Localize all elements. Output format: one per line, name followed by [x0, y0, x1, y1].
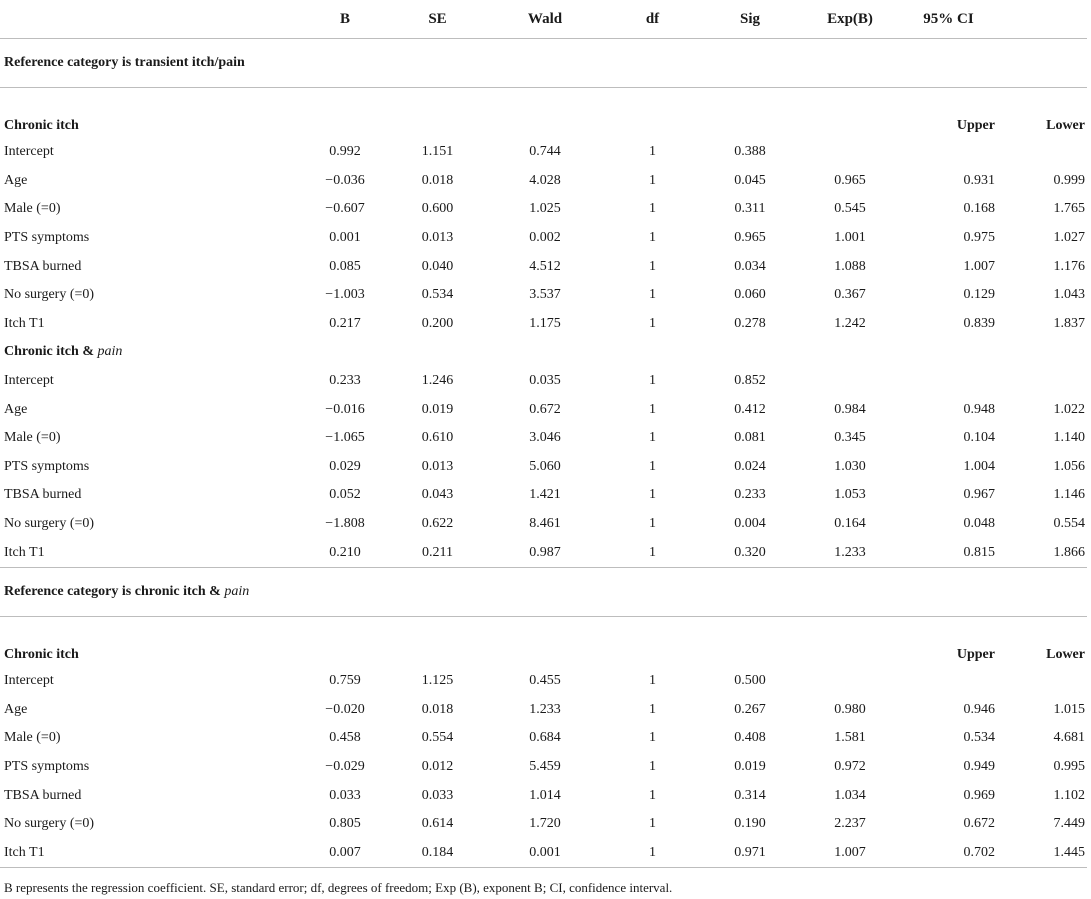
header-wald: Wald: [485, 0, 605, 39]
row-label: Male (=0): [4, 201, 61, 217]
empty-cell: [800, 88, 900, 139]
cell-wald: 1.175: [529, 315, 561, 331]
cell-sig: 0.278: [734, 315, 766, 331]
cell-df: 1: [649, 787, 656, 803]
cell-se: 0.013: [421, 230, 454, 246]
cell-lower: 7.449: [1053, 816, 1085, 832]
cell-wald: 1.025: [529, 201, 561, 217]
table-row: [0, 367, 1087, 396]
cell-wald: 3.046: [529, 430, 561, 446]
cell-expb: [800, 367, 900, 396]
cell-df: 1: [649, 516, 656, 532]
cell-upper: 0.948: [963, 401, 995, 417]
cell-df: 1: [649, 458, 656, 474]
cell-wald: 1.014: [529, 787, 561, 803]
cell-b: 0.233: [329, 373, 361, 389]
table-row: [0, 724, 1087, 753]
reference-row: [0, 39, 1087, 88]
row-label: Itch T1: [0, 838, 300, 867]
row-label: Age: [4, 401, 28, 417]
group-title: [0, 88, 300, 139]
cell-sig: 0.388: [734, 144, 766, 160]
cell-sig: 0.024: [734, 458, 766, 474]
cell-sig: 0.412: [734, 401, 766, 417]
cell-wald: 0.001: [485, 838, 605, 867]
cell-se: 1.125: [421, 673, 454, 689]
cell-lower: 0.995: [1053, 758, 1085, 774]
table-row: [0, 281, 1087, 310]
cell-df: 1: [649, 816, 656, 832]
cell-expb: 0.965: [834, 172, 866, 188]
cell-wald: 3.537: [529, 287, 561, 303]
cell-se: 0.200: [421, 315, 454, 331]
empty-cell: [485, 616, 605, 667]
table-row: [0, 510, 1087, 539]
cell-se: 0.554: [421, 730, 454, 746]
cell-sig: 0.233: [734, 487, 766, 503]
cell-lower: 0.554: [1053, 516, 1085, 532]
empty-cell: [700, 338, 800, 367]
cell-sig: 0.060: [734, 287, 766, 303]
cell-b: −0.020: [325, 701, 365, 717]
empty-cell: [300, 88, 390, 139]
header-ci: 95% CI: [900, 0, 997, 39]
cell-lower: 1.102: [1053, 787, 1085, 803]
cell-se: 0.018: [421, 172, 454, 188]
row-label: No surgery (=0): [4, 516, 95, 532]
cell-expb: 1.088: [834, 258, 866, 274]
cell-se: 0.184: [390, 838, 485, 867]
cell-se: 1.151: [421, 144, 454, 160]
cell-upper: 0.969: [963, 787, 995, 803]
row-label: Intercept: [4, 144, 54, 160]
group-title: [0, 338, 300, 367]
table-row: [0, 838, 1087, 867]
empty-cell: [700, 616, 800, 667]
cell-b: 0.805: [329, 816, 361, 832]
cell-sig: 0.267: [734, 701, 766, 717]
cell-lower: 1.445: [997, 838, 1087, 867]
group-title-row: [0, 616, 1087, 667]
header-df: df: [605, 0, 700, 39]
header-ci-spacer: [997, 0, 1087, 39]
cell-lower: 1.837: [1053, 315, 1085, 331]
reference-amp: &: [205, 583, 225, 599]
cell-b: 0.029: [329, 458, 361, 474]
empty-cell: [605, 88, 700, 139]
cell-wald: 8.461: [529, 516, 561, 532]
row-label: TBSA burned: [4, 487, 82, 503]
cell-b: 0.458: [329, 730, 361, 746]
ci-lower-header: [997, 338, 1087, 367]
cell-expb: [800, 667, 900, 696]
empty-cell: [390, 616, 485, 667]
cell-wald: 0.455: [529, 673, 561, 689]
cell-upper: 0.967: [963, 487, 995, 503]
cell-sig: 0.045: [734, 172, 766, 188]
group-title-text: Chronic itch: [4, 646, 79, 662]
cell-wald: 4.512: [529, 258, 561, 274]
cell-se: 0.033: [421, 787, 454, 803]
cell-lower: [997, 367, 1087, 396]
empty-cell: [485, 338, 605, 367]
row-label: Itch T1: [4, 315, 45, 331]
reference-text: Reference category is chronic itch: [4, 583, 206, 599]
cell-expb: 0.164: [834, 516, 866, 532]
cell-b: 0.033: [329, 787, 361, 803]
cell-se: 1.246: [421, 373, 454, 389]
cell-df: 1: [649, 230, 656, 246]
row-label: Itch T1: [0, 538, 300, 567]
cell-df: 1: [649, 373, 656, 389]
group-title: [0, 616, 300, 667]
table-row: [0, 481, 1087, 510]
cell-df: 1: [649, 430, 656, 446]
cell-wald: 1.233: [529, 701, 561, 717]
cell-wald: 1.421: [529, 487, 561, 503]
empty-cell: [605, 616, 700, 667]
cell-lower: 1.146: [1053, 487, 1085, 503]
cell-expb: 1.242: [834, 315, 866, 331]
cell-wald: 4.028: [529, 172, 561, 188]
cell-b: 0.085: [329, 258, 361, 274]
cell-se: 0.622: [421, 516, 454, 532]
cell-lower: 1.056: [1053, 458, 1085, 474]
cell-df: 1: [649, 673, 656, 689]
cell-se: 0.040: [421, 258, 454, 274]
cell-b: 0.001: [329, 230, 361, 246]
cell-upper: [900, 138, 997, 167]
cell-expb: 1.581: [834, 730, 866, 746]
cell-expb: 0.972: [834, 758, 866, 774]
cell-sig: 0.408: [734, 730, 766, 746]
cell-b: 0.007: [300, 838, 390, 867]
group-title-text: Chronic itch: [4, 118, 79, 133]
row-label: Male (=0): [4, 430, 61, 446]
row-label: PTS symptoms: [4, 458, 90, 474]
table-row: [0, 195, 1087, 224]
cell-sig: 0.965: [734, 230, 766, 246]
cell-wald: 1.720: [529, 816, 561, 832]
cell-wald: 0.987: [485, 538, 605, 567]
table-row: [0, 167, 1087, 196]
cell-se: 0.013: [421, 458, 454, 474]
ci-upper-header: Upper: [956, 646, 995, 662]
table-row: [0, 810, 1087, 839]
row-label: Intercept: [4, 373, 54, 389]
header-expb: Exp(B): [800, 0, 900, 39]
ci-lower-header: Lower: [1046, 646, 1085, 662]
cell-sig: 0.004: [734, 516, 766, 532]
cell-wald: 0.744: [529, 144, 561, 160]
table-row: [0, 453, 1087, 482]
cell-df: 1: [649, 172, 656, 188]
cell-lower: 1.866: [997, 538, 1087, 567]
reference-row: [0, 567, 1087, 616]
table-row: [0, 395, 1087, 424]
group-title-amp: &: [78, 344, 98, 360]
cell-se: 0.610: [421, 430, 454, 446]
empty-cell: [300, 338, 390, 367]
cell-se: 0.600: [421, 201, 454, 217]
row-label: Age: [4, 701, 28, 717]
cell-expb: 1.030: [834, 458, 866, 474]
empty-cell: [390, 88, 485, 139]
cell-lower: 1.027: [1053, 230, 1085, 246]
cell-lower: [997, 667, 1087, 696]
table-row: [0, 224, 1087, 253]
table-row: [0, 138, 1087, 167]
table-row: [0, 538, 1087, 567]
cell-se: 0.018: [421, 701, 454, 717]
empty-cell: [390, 338, 485, 367]
cell-expb: 0.984: [834, 401, 866, 417]
cell-sig: 0.190: [734, 816, 766, 832]
cell-upper: 0.534: [963, 730, 995, 746]
cell-b: −1.808: [325, 516, 365, 532]
table-row: [0, 310, 1087, 339]
cell-df: 1: [649, 144, 656, 160]
cell-upper: 0.048: [963, 516, 995, 532]
cell-df: 1: [649, 287, 656, 303]
cell-lower: [997, 138, 1087, 167]
row-label: No surgery (=0): [4, 816, 95, 832]
cell-upper: 0.168: [963, 201, 995, 217]
row-label: PTS symptoms: [4, 758, 90, 774]
cell-upper: [900, 367, 997, 396]
cell-wald: 5.060: [529, 458, 561, 474]
cell-expb: 1.053: [834, 487, 866, 503]
empty-cell: [800, 616, 900, 667]
table-row: [0, 667, 1087, 696]
cell-sig: 0.320: [700, 538, 800, 567]
cell-expb: 0.980: [834, 701, 866, 717]
cell-sig: 0.314: [734, 787, 766, 803]
cell-df: 1: [649, 730, 656, 746]
cell-df: 1: [605, 838, 700, 867]
cell-df: 1: [649, 758, 656, 774]
cell-lower: 1.043: [1053, 287, 1085, 303]
header-sig: Sig: [700, 0, 800, 39]
ci-upper-header: Upper: [956, 118, 995, 133]
cell-upper: 0.839: [963, 315, 995, 331]
table-row: [0, 753, 1087, 782]
cell-upper: 0.815: [900, 538, 997, 567]
cell-df: 1: [649, 201, 656, 217]
cell-sig: 0.019: [734, 758, 766, 774]
cell-se: 0.211: [390, 538, 485, 567]
cell-b: −1.003: [325, 287, 365, 303]
cell-b: 0.759: [329, 673, 361, 689]
table-row: [0, 252, 1087, 281]
cell-upper: 0.949: [963, 758, 995, 774]
cell-upper: 0.129: [963, 287, 995, 303]
cell-se: 0.019: [421, 401, 454, 417]
cell-expb: 1.034: [834, 787, 866, 803]
cell-expb: 1.233: [800, 538, 900, 567]
row-label: Age: [4, 172, 28, 188]
cell-sig: 0.971: [700, 838, 800, 867]
cell-se: 0.614: [421, 816, 454, 832]
cell-expb: 1.007: [800, 838, 900, 867]
cell-b: −0.036: [325, 172, 365, 188]
cell-se: 0.012: [421, 758, 454, 774]
cell-lower: 4.681: [1053, 730, 1085, 746]
cell-expb: 0.345: [834, 430, 866, 446]
cell-df: 1: [649, 401, 656, 417]
cell-expb: 1.001: [834, 230, 866, 246]
group-title-row: [0, 338, 1087, 367]
cell-se: 0.043: [421, 487, 454, 503]
cell-upper: 0.672: [963, 816, 995, 832]
cell-df: 1: [649, 487, 656, 503]
cell-b: 0.052: [329, 487, 361, 503]
row-label: Intercept: [4, 673, 54, 689]
cell-upper: 0.931: [963, 172, 995, 188]
cell-b: −0.607: [325, 201, 365, 217]
empty-cell: [800, 338, 900, 367]
ci-lower-header: Lower: [1046, 118, 1085, 133]
cell-df: 1: [649, 258, 656, 274]
cell-lower: 1.022: [1053, 401, 1085, 417]
cell-df: 1: [649, 701, 656, 717]
row-label: TBSA burned: [4, 258, 82, 274]
cell-upper: 0.702: [900, 838, 997, 867]
cell-b: −0.029: [325, 758, 365, 774]
cell-expb: [800, 138, 900, 167]
row-label: TBSA burned: [4, 787, 82, 803]
cell-upper: 0.975: [963, 230, 995, 246]
cell-lower: 0.999: [1053, 172, 1085, 188]
cell-se: 0.534: [421, 287, 454, 303]
empty-cell: [485, 88, 605, 139]
empty-cell: [300, 616, 390, 667]
cell-upper: [900, 667, 997, 696]
cell-expb: 2.237: [834, 816, 866, 832]
cell-b: 0.217: [329, 315, 361, 331]
cell-wald: 0.035: [529, 373, 561, 389]
table-row: [0, 424, 1087, 453]
cell-b: −1.065: [325, 430, 365, 446]
header-b: B: [300, 0, 390, 39]
cell-sig: 0.852: [734, 373, 766, 389]
cell-lower: 1.765: [1053, 201, 1085, 217]
empty-cell: [605, 338, 700, 367]
empty-cell: [700, 88, 800, 139]
table-footnote: B represents the regression coefficient. SE, standard error; df, degrees of freedom; Exp (B), exponent B; CI, confidence interval.: [4, 880, 673, 896]
row-label: PTS symptoms: [4, 230, 90, 246]
cell-wald: 5.459: [529, 758, 561, 774]
table-row: [0, 696, 1087, 725]
cell-upper: 1.007: [963, 258, 995, 274]
cell-lower: 1.140: [1053, 430, 1085, 446]
group-title-row: [0, 88, 1087, 139]
table-body: [0, 39, 1087, 868]
cell-b: −0.016: [325, 401, 365, 417]
group-title-text: Chronic itch: [4, 344, 79, 360]
cell-upper: 1.004: [963, 458, 995, 474]
reference-italic: pain: [224, 583, 250, 599]
table-header-row: [0, 0, 1087, 39]
header-se: SE: [390, 0, 485, 39]
cell-lower: 1.176: [1053, 258, 1085, 274]
reference-category-label: [0, 39, 1087, 88]
reference-category-label: [0, 567, 1087, 616]
cell-sig: 0.500: [734, 673, 766, 689]
cell-wald: 0.672: [529, 401, 561, 417]
cell-df: 1: [605, 538, 700, 567]
cell-sig: 0.081: [734, 430, 766, 446]
cell-b: 0.210: [300, 538, 390, 567]
cell-wald: 0.684: [529, 730, 561, 746]
cell-upper: 0.104: [963, 430, 995, 446]
cell-sig: 0.034: [734, 258, 766, 274]
cell-sig: 0.311: [734, 201, 766, 217]
row-label: Male (=0): [4, 730, 61, 746]
table-row: [0, 781, 1087, 810]
cell-b: 0.992: [329, 144, 361, 160]
row-label: No surgery (=0): [4, 287, 95, 303]
cell-upper: 0.946: [963, 701, 995, 717]
header-blank: [0, 0, 300, 39]
cell-expb: 0.367: [834, 287, 866, 303]
cell-wald: 0.002: [529, 230, 561, 246]
reference-text: Reference category is transient itch/pain: [4, 55, 245, 70]
cell-lower: 1.015: [1053, 701, 1085, 717]
ci-upper-header: [900, 338, 997, 367]
cell-df: 1: [649, 315, 656, 331]
cell-expb: 0.545: [834, 201, 866, 217]
group-title-italic: pain: [97, 344, 123, 360]
